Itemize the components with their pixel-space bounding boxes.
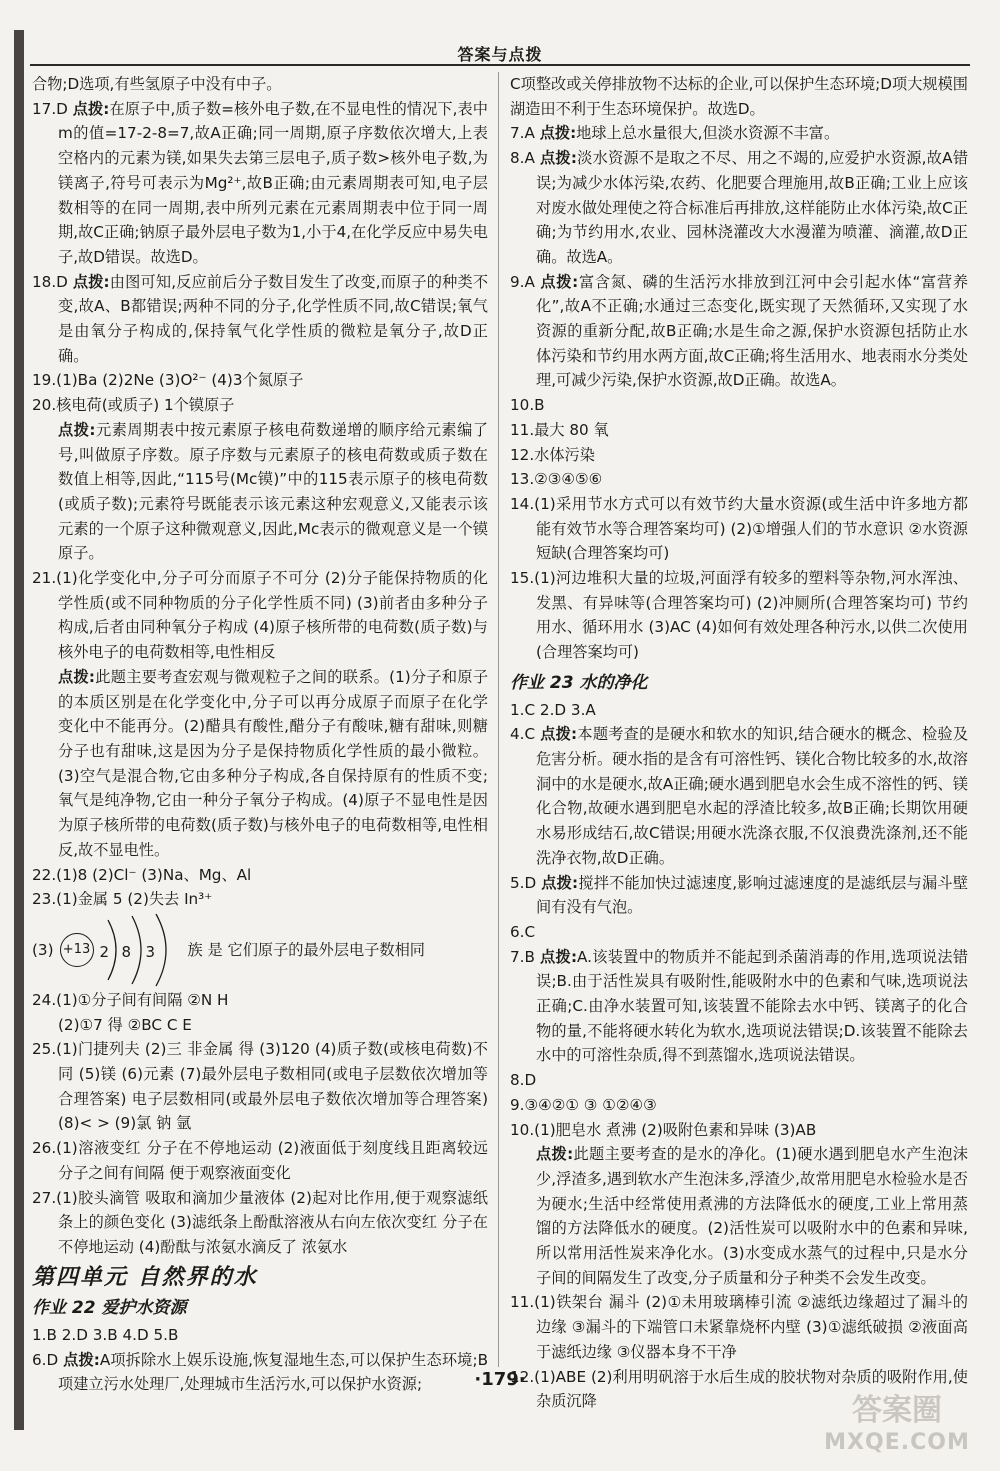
electron-shells	[100, 912, 180, 988]
answer-item: 26.(1)溶液变红 分子在不停地运动 (2)液面低于刻度线且距离较远 分子之间有间隔 便于观察液面变化	[32, 1139, 488, 1182]
hint-text: 富含氮、磷的生活污水排放到江河中会引起水体“富营养化”,故A不正确;水通过三态变化,既实现了天然循环,又实现了水资源的重新分配,故B正确;水是生命之源,保护水资源包括防止水体污染和节约用水两方面,故C正确;将生活用水、地表雨水分类处理,可减少污染,保护水资源,故D正确。故选A。	[536, 272, 969, 390]
section-heading: 作业 23 水的净化	[510, 672, 648, 693]
hint-paragraph	[510, 1142, 968, 1290]
hint-label: 点拨:	[63, 1350, 100, 1369]
answer-item	[32, 97, 488, 270]
answer-item	[32, 270, 488, 369]
watermark-line2: MXQE.COM	[824, 1430, 970, 1455]
watermark-line1: 答案圈	[852, 1393, 942, 1428]
answer-item: 10.B	[510, 396, 545, 415]
shell-electron-count: 3	[145, 942, 156, 961]
hint-text: 本题考查的是硬水和软水的知识,结合硬水的概念、检验及危害分析。硬水指的是含有可溶性钙、镁化合物比较多的水,故溶洞中的水是硬水,故A正确;硬水遇到肥皂水会生成不溶性的钙、镁化合物,故硬水遇到肥皂水起的浮渣比较多,故B正确;长期饮用硬水易形成结石,故C错误;用硬水洗涤衣服,不仅浪费洗涤剂,还不能洗净衣物,故D正确。	[536, 725, 969, 867]
question-number: 8.A	[510, 149, 535, 168]
answer-line: C项整改或关停排放物不达标的企业,可以保护生态环境;D项大规模围湖造田不利于生态环境保护。故选D。	[510, 75, 968, 118]
question-number: 5.D	[510, 873, 537, 892]
hint-text: A.该装置中的物质并不能起到杀菌消毒的作用,选项说法错误;B.由于活性炭具有吸附性,能吸附水中的色素和气味,选项说法正确;C.由净水装置可知,该装置不能除去水中钙、镁离子的化合物的量,不能将硬水转化为软水,选项说法错误;D.该装置不能除去水中的可溶性杂质,得不到蒸馏水,选项说法错误。	[536, 947, 969, 1065]
shell-electron-count: 8	[121, 942, 132, 961]
answer-item: 13.②③④⑤⑥	[510, 470, 603, 489]
question-number: 17.D	[32, 99, 68, 118]
hint-label: 点拨:	[540, 947, 578, 966]
atom-prefix: (3)	[32, 940, 54, 959]
hint-label: 点拨:	[72, 272, 110, 291]
answer-item: 8.D	[510, 1071, 537, 1090]
hint-text: 搅拌不能加快过滤速度,影响过滤速度的是滤纸层与漏斗壁间有没有气泡。	[536, 873, 969, 917]
answer-item: 12.水体污染	[510, 445, 595, 464]
hint-text: 由图可知,反应前后分子数目发生了改变,而原子的种类不变,故A、B都错误;两种不同的分子,化学性质不同,故C错误;氧气是由氧分子构成的,保持氧气化学性质的微粒是氧分子,故D正确。	[58, 272, 489, 365]
answer-item: 12.(1)ABE (2)利用明矾溶于水后生成的胶状物对杂质的吸附作用,使杂质沉降	[510, 1367, 968, 1411]
question-number: 6.D	[32, 1350, 59, 1369]
answer-item	[510, 945, 968, 1069]
answer-item	[510, 871, 968, 920]
question-number: 4.C	[510, 725, 536, 744]
shell-electron-count: 2	[99, 942, 110, 961]
answer-item: 11.(1)铁架台 漏斗 (2)①未用玻璃棒引流 ②滤纸边缘超过了漏斗的边缘 ③漏斗的下端管口未紧靠烧杯内壁 (3)①滤纸破损 ②液面高于滤纸边缘 ③仪器本身不干净	[510, 1293, 968, 1361]
unit-heading: 第四单元 自然界的水	[32, 1264, 258, 1290]
hint-label: 点拨:	[58, 420, 96, 439]
hint-text: A项拆除水上娱乐设施,恢复湿地生态,可以保护生态环境;B项建立污水处理厂,处理城市生活污水,可以保护水资源;	[58, 1350, 488, 1394]
answer-item	[510, 270, 968, 394]
answer-line: 1.B 2.D 3.B 4.D 5.B	[32, 1326, 179, 1345]
hint-label: 点拨:	[540, 272, 579, 291]
answer-item: 23.(1)金属 5 (2)失去 In³⁺	[32, 890, 213, 909]
answer-item: 10.(1)肥皂水 煮沸 (2)吸附色素和异味 (3)AB	[510, 1120, 817, 1139]
answer-line: 合物;D选项,有些氢原子中没有中子。	[32, 75, 282, 93]
question-number: 7.B	[510, 947, 535, 966]
hint-label: 点拨:	[536, 1145, 574, 1164]
answer-item	[510, 146, 968, 270]
answer-item: 20.核电荷(或质子) 1个镆原子	[32, 396, 235, 415]
hint-text: 淡水资源不是取之不尽、用之不竭的,应爱护水资源,故A错误;为减少水体污染,农药、化肥要合理施用,故B正确;工业上应该对废水做处理使之符合标准后再排放,这样能防止水体污染,故C正确;为节约用水,农业、园林浇灌改大水漫灌为喷灌、滴灌,故D正确。故选A。	[536, 149, 969, 266]
answer-line: (2)①7 得 ②BC C E	[58, 1015, 192, 1034]
hint-text: 此题主要考查的是水的净化。(1)硬水遇到肥皂水产生泡沫少,浮渣多,遇到软水产生泡沫多,浮渣少,故常用肥皂水检验水是否为硬水;生活中经常使用煮沸的方法降低水的硬度,工业上常用蒸馏的方法降低水的硬度。(2)活性炭可以吸附水中的色素和异味,所以常用活性炭来净化水。(3)水变成水蒸气的过程中,只是水分子间的间隔发生了改变,分子质量和分子种类不会发生改变。	[536, 1145, 968, 1287]
atom-nucleus: +13	[60, 933, 94, 967]
atom-answer-text: 族 是 它们原子的最外层电子数相同	[187, 940, 425, 959]
answer-item: 9.③④②① ③ ①②④③	[510, 1095, 657, 1114]
answer-item	[510, 722, 968, 870]
question-number: 9.A	[510, 272, 535, 291]
answer-line: 1.C 2.D 3.A	[510, 700, 596, 719]
hint-paragraph	[32, 665, 488, 863]
answer-item: 21.(1)化学变化中,分子可分而原子不可分 (2)分子能保持物质的化学性质(或不同种物质的分子化学性质不同) (3)前者由多种分子构成,后者由同种氧分子构成 (4)原子核所带的电荷数(质子数)与核外电子的电荷数相等,电性相反	[32, 569, 488, 662]
hint-text: 此题主要考查宏观与微观粒子之间的联系。(1)分子和原子的本质区别是在化学变化中,分子可以再分成原子而原子在化学变化中不能再分。(2)醋具有酸性,醋分子有酸味,糖有甜味,则糖分子也有甜味,这是因为分子是保持物质化学性质的最小微粒。(3)空气是混合物,它由多种分子构成,各自保持原有的性质不变;氧气是纯净物,它由一种分子氧分子构成。(4)原子不显电性是因为原子核所带的电荷数(质子数)与核外电子的电荷数相等,电性相反,故不显电性。	[58, 667, 489, 859]
hint-text: 在原子中,质子数=核外电子数,在不显电性的情况下,表中m的值=17-2-8=7,故A正确;同一周期,原子序数依次增大,上表空格内的元素为镁,如果失去第三层电子,质子数>核外电子数,为镁离子,符号可表示为Mg²⁺,故B正确;由元素周期表可知,电子层数相等的在同一周期,表中所列元素在元素周期表中位于同一周期,故C正确;钠原子最外层电子数为1,小于4,在化学反应中易失电子,故D错误。故选D。	[58, 99, 488, 266]
left-column	[32, 72, 488, 1397]
page-header	[30, 40, 970, 66]
answer-item: 14.(1)采用节水方式可以有效节约大量水资源(或生活中许多地方都能有效节水等合理答案均可) (2)①增强人们的节水意识 ②水资源短缺(合理答案均可)	[510, 494, 968, 563]
atom-structure-diagram	[32, 912, 488, 988]
column-divider	[498, 72, 499, 1367]
hint-label: 点拨:	[541, 873, 579, 892]
answer-item: 15.(1)河边堆积大量的垃圾,河面浮有较多的塑料等杂物,河水浑浊、发黑、有异味等(合理答案均可) (2)冲厕所(合理答案均可) 节约用水、循环用水 (3)AC (4)如何有效处理各种污水,以供二次使用(合理答案均可)	[510, 569, 968, 662]
page-spine	[14, 30, 24, 1430]
hint-paragraph	[32, 418, 488, 566]
page-number: ·179·	[474, 1369, 526, 1390]
answer-item: 24.(1)①分子间有间隔 ②N H	[32, 990, 229, 1009]
answer-item	[510, 121, 968, 146]
question-number: 18.D	[32, 272, 68, 291]
header-title: 答案与点拨	[457, 45, 543, 64]
hint-text: 元素周期表中按元素原子核电荷数递增的顺序给元素编了号,叫做原子序数。原子序数与元素原子的核电荷数或质子数在数值上相等,因此,“115号(Mc镆)”中的115表示原子的核电荷数(或质子数);元素符号既能表示该元素这种宏观意义,又能表示该元素的一个原子这种微观意义,因此,Mc表示的微观意义是一个镆原子。	[58, 420, 489, 563]
question-number: 7.A	[510, 124, 535, 143]
hint-label: 点拨:	[539, 124, 577, 143]
answer-item: 25.(1)门捷列夫 (2)三 非金属 得 (3)120 (4)质子数(或核电荷数)不同 (5)镁 (6)元素 (7)最外层电子数相同(或电子层数依次增加等合理答案) 电子层数相同(或最外层电子数依次增加等合理答案) (8)< > (9)氯 钠 氩	[32, 1040, 488, 1133]
hint-label: 点拨:	[540, 725, 578, 744]
watermark-logo	[802, 1395, 992, 1465]
hint-text: 地球上总水量很大,但淡水资源不丰富。	[576, 124, 840, 143]
answer-item: 11.最大 80 氧	[510, 420, 609, 439]
hint-label: 点拨:	[72, 99, 110, 118]
answer-item: 22.(1)8 (2)Cl⁻ (3)Na、Mg、Al	[32, 865, 252, 884]
answer-item: 19.(1)Ba (2)2Ne (3)O²⁻ (4)3个氮原子	[32, 371, 304, 390]
hint-label: 点拨:	[539, 149, 577, 168]
answer-item: 6.C	[510, 922, 536, 941]
hint-label: 点拨:	[58, 667, 96, 686]
section-heading: 作业 22 爱护水资源	[32, 1298, 187, 1319]
answer-item: 27.(1)胶头滴管 吸取和滴加少量液体 (2)起对比作用,便于观察滤纸条上的颜色变化 (3)滤纸条上酚酞溶液从右向左依次变红 分子在不停地运动 (4)酚酞与浓氨水滴反了 浓氨水	[32, 1188, 488, 1256]
right-column	[510, 72, 968, 1414]
